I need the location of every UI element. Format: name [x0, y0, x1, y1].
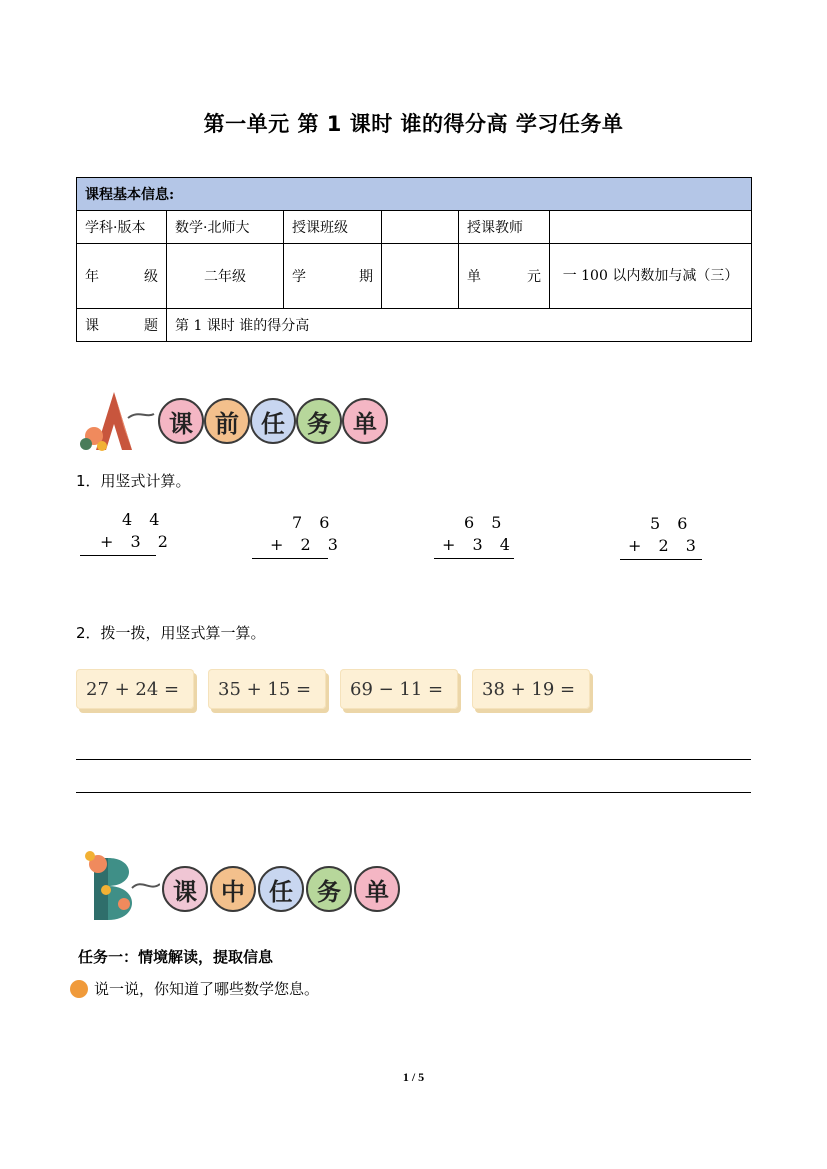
page-number: 1 / 5: [402, 1070, 425, 1084]
answer-line[interactable]: [76, 759, 751, 760]
banner-char: 务: [296, 398, 342, 444]
say-prompt-text: 说一说，你知道了哪些数学您息。: [94, 980, 320, 998]
banner-char: 任: [250, 398, 296, 444]
banner-char: 课: [158, 398, 204, 444]
answer-line[interactable]: [76, 792, 751, 793]
expression-card: 38 + 19 =: [472, 669, 590, 709]
lesson-label: 课 题: [77, 309, 167, 342]
grade-label: 年 级: [77, 244, 167, 309]
vertical-problem: 7 6 + 2 3: [258, 512, 344, 559]
teacher-value: [550, 211, 752, 244]
subject-version-label: 学科·版本: [77, 211, 167, 244]
unit-value: 一 100 以内数加与减（三）: [550, 244, 752, 309]
banner-char: 务: [306, 866, 352, 912]
table-header: 课程基本信息:: [77, 178, 752, 211]
term-label: 学 期: [284, 244, 382, 309]
lesson-value: 第 1 课时 谁的得分高: [167, 309, 752, 342]
question-2-label: 2．拨一拨，用竖式算一算。: [76, 624, 266, 642]
bullet-icon: [70, 980, 88, 998]
banner-char: 任: [258, 866, 304, 912]
course-info-table: [76, 177, 752, 342]
banner-char: 前: [204, 398, 250, 444]
vertical-problem: 5 6 + 2 3: [626, 513, 702, 560]
expression-card: 35 + 15 =: [208, 669, 326, 709]
banner-char: 单: [342, 398, 388, 444]
unit-label: 单 元: [459, 244, 550, 309]
banner-char: 中: [210, 866, 256, 912]
class-label: 授课班级: [284, 211, 382, 244]
teacher-label: 授课教师: [459, 211, 550, 244]
task-1-heading: 任务一：情境解读，提取信息: [78, 948, 274, 966]
banner-char: 课: [162, 866, 208, 912]
class-value: [382, 211, 459, 244]
subject-version-value: 数学·北师大: [167, 211, 284, 244]
say-prompt: [70, 978, 319, 999]
pre-class-task-banner: [76, 386, 406, 456]
flower-icon: [76, 850, 160, 922]
in-class-task-banner: [76, 850, 406, 920]
banner-char: 单: [354, 866, 400, 912]
expression-card: 27 + 24 =: [76, 669, 194, 709]
term-value: [382, 244, 459, 309]
flower-icon: [76, 388, 156, 454]
grade-value: 二年级: [167, 244, 284, 309]
question-1-label: 1．用竖式计算。: [76, 472, 191, 490]
vertical-problem: 4 4 + 3 2: [88, 509, 174, 556]
page-title: 第一单元 第 1 课时 谁的得分高 学习任务单: [203, 112, 624, 136]
expression-card: 69 − 11 =: [340, 669, 458, 709]
vertical-problem: 6 5 + 3 4: [440, 512, 516, 559]
